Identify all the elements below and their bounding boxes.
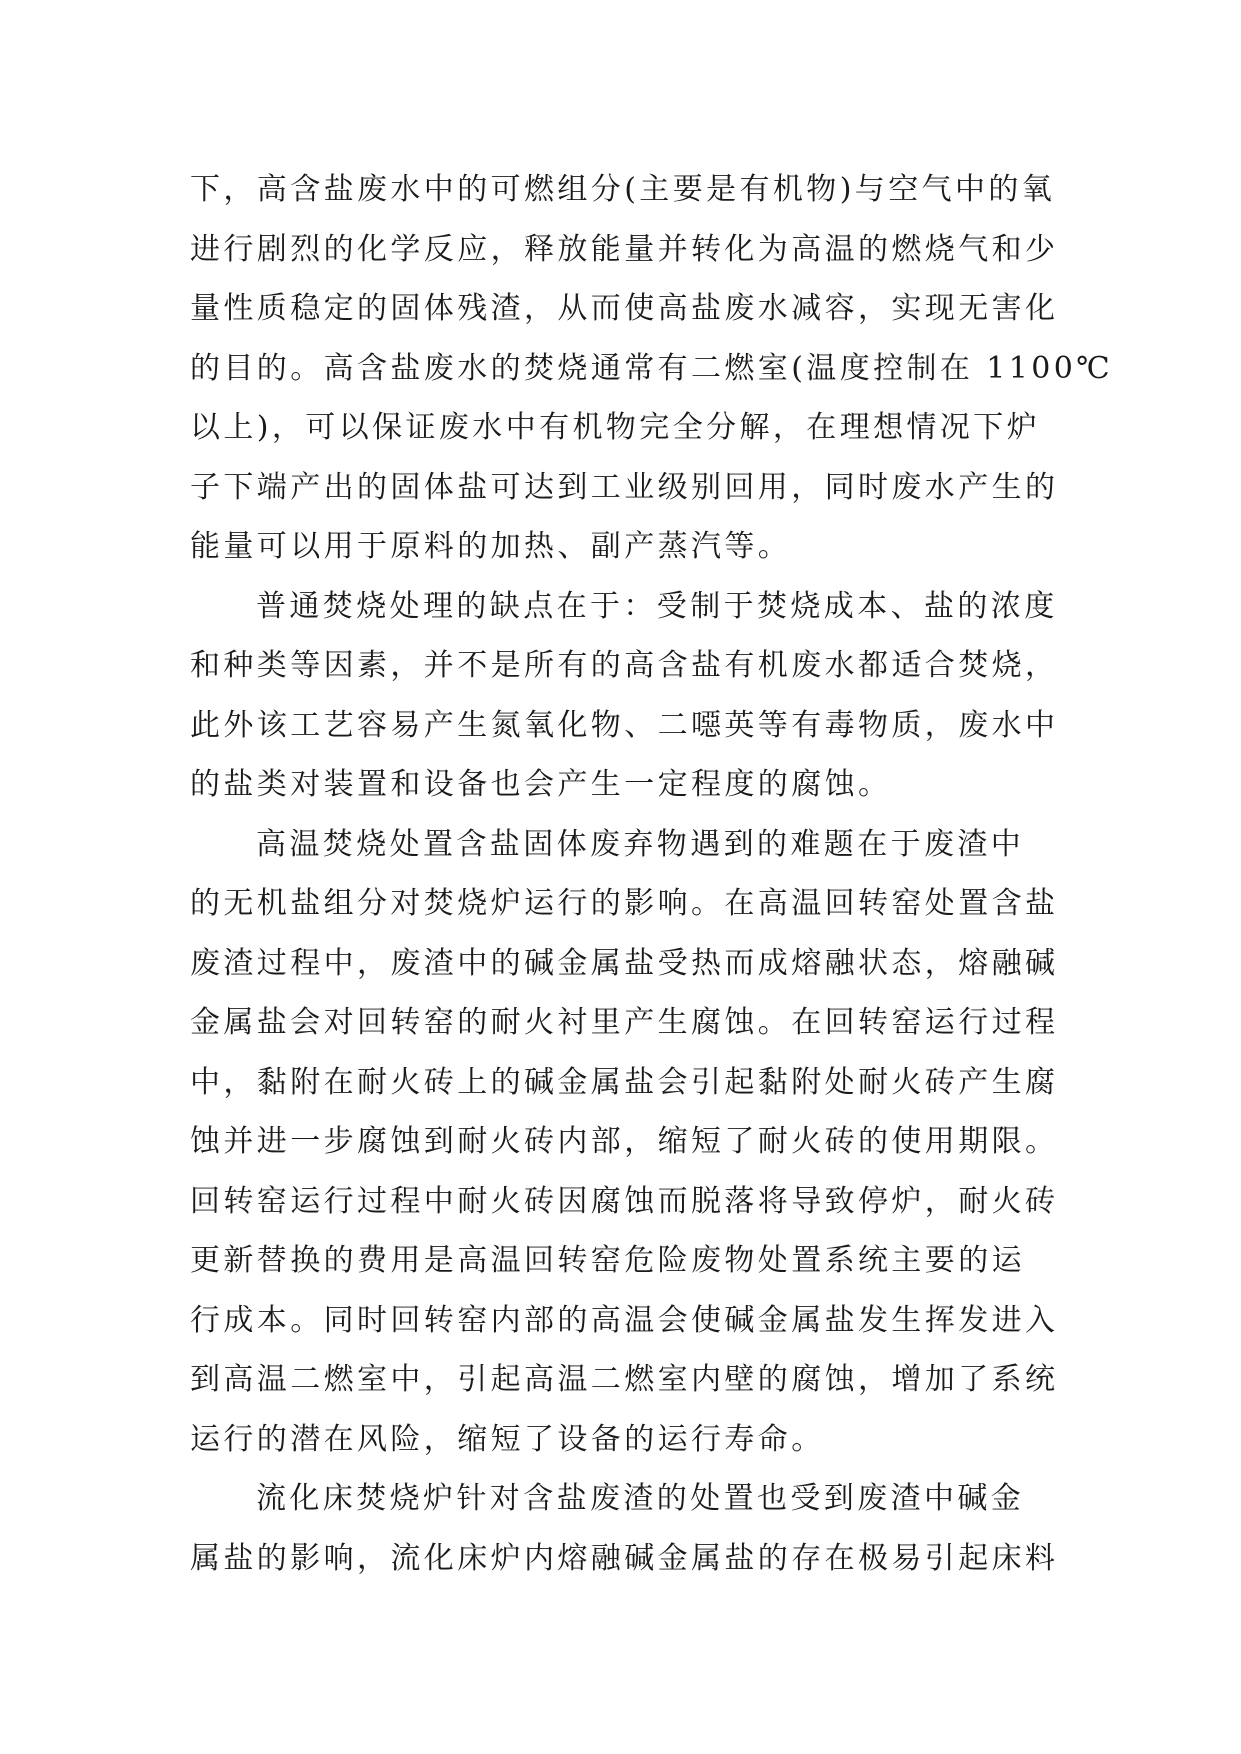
text-line: 废渣过程中，废渣中的碱金属盐受热而成熔融状态，熔融碱 (190, 945, 1059, 981)
text-line: 回转窑运行过程中耐火砖因腐蚀而脱落将导致停炉，耐火砖 (190, 1183, 1059, 1219)
text-line: 和种类等因素，并不是所有的高含盐有机废水都适合焚烧， (190, 648, 1059, 683)
text-line: 的盐类对装置和设备也会产生一定程度的腐蚀。 (190, 767, 892, 802)
text-line: 更新替换的费用是高温回转窑危险废物处置系统主要的运 (190, 1243, 1025, 1278)
text-line: 量性质稳定的固体残渣，从而使高盐废水减容，实现无害化 (190, 291, 1059, 326)
text-line: 蚀并进一步腐蚀到耐火砖内部，缩短了耐火砖的使用期限。 (190, 1124, 1059, 1159)
text-line: 进行剧烈的化学反应，释放能量并转化为高温的燃烧气和少 (190, 231, 1059, 267)
text-line: 属盐的影响，流化床炉内熔融碱金属盐的存在极易引起床料 (190, 1540, 1059, 1576)
text-line: 以上)，可以保证废水中有机物完全分解，在理想情况下炉 (190, 410, 1041, 445)
body-text (190, 160, 1114, 1588)
text-line: 此外该工艺容易产生氮氧化物、二噁英等有毒物质，废水中 (190, 707, 1059, 743)
text-line: 行成本。同时回转窑内部的高温会使碱金属盐发生挥发进入 (190, 1302, 1059, 1338)
text-line: 到高温二燃室中，引起高温二燃室内壁的腐蚀，增加了系统 (190, 1362, 1059, 1397)
text-line: 金属盐会对回转窑的耐火衬里产生腐蚀。在回转窑运行过程 (190, 1005, 1059, 1040)
text-line: 运行的潜在风险，缩短了设备的运行寿命。 (190, 1421, 825, 1457)
text-line: 的目的。高含盐废水的焚烧通常有二燃室(温度控制在 1100℃ (190, 350, 1114, 386)
text-line: 下，高含盐废水中的可燃组分(主要是有机物)与空气中的氧 (190, 172, 1056, 207)
text-line: 中，黏附在耐火砖上的碱金属盐会引起黏附处耐火砖产生腐 (190, 1064, 1059, 1100)
paragraph-first-line: 普通焚烧处理的缺点在于：受制于焚烧成本、盐的浓度 (256, 588, 1058, 624)
paragraph-first-line: 流化床焚烧炉针对含盐废渣的处置也受到废渣中碱金 (256, 1481, 1025, 1516)
text-line: 的无机盐组分对焚烧炉运行的影响。在高温回转窑处置含盐 (190, 886, 1059, 921)
paragraph-first-line: 高温焚烧处置含盐固体废弃物遇到的难题在于废渣中 (256, 826, 1025, 862)
text-line: 子下端产出的固体盐可达到工业级别回用，同时废水产生的 (190, 469, 1059, 505)
text-line: 能量可以用于原料的加热、副产蒸汽等。 (190, 529, 792, 564)
